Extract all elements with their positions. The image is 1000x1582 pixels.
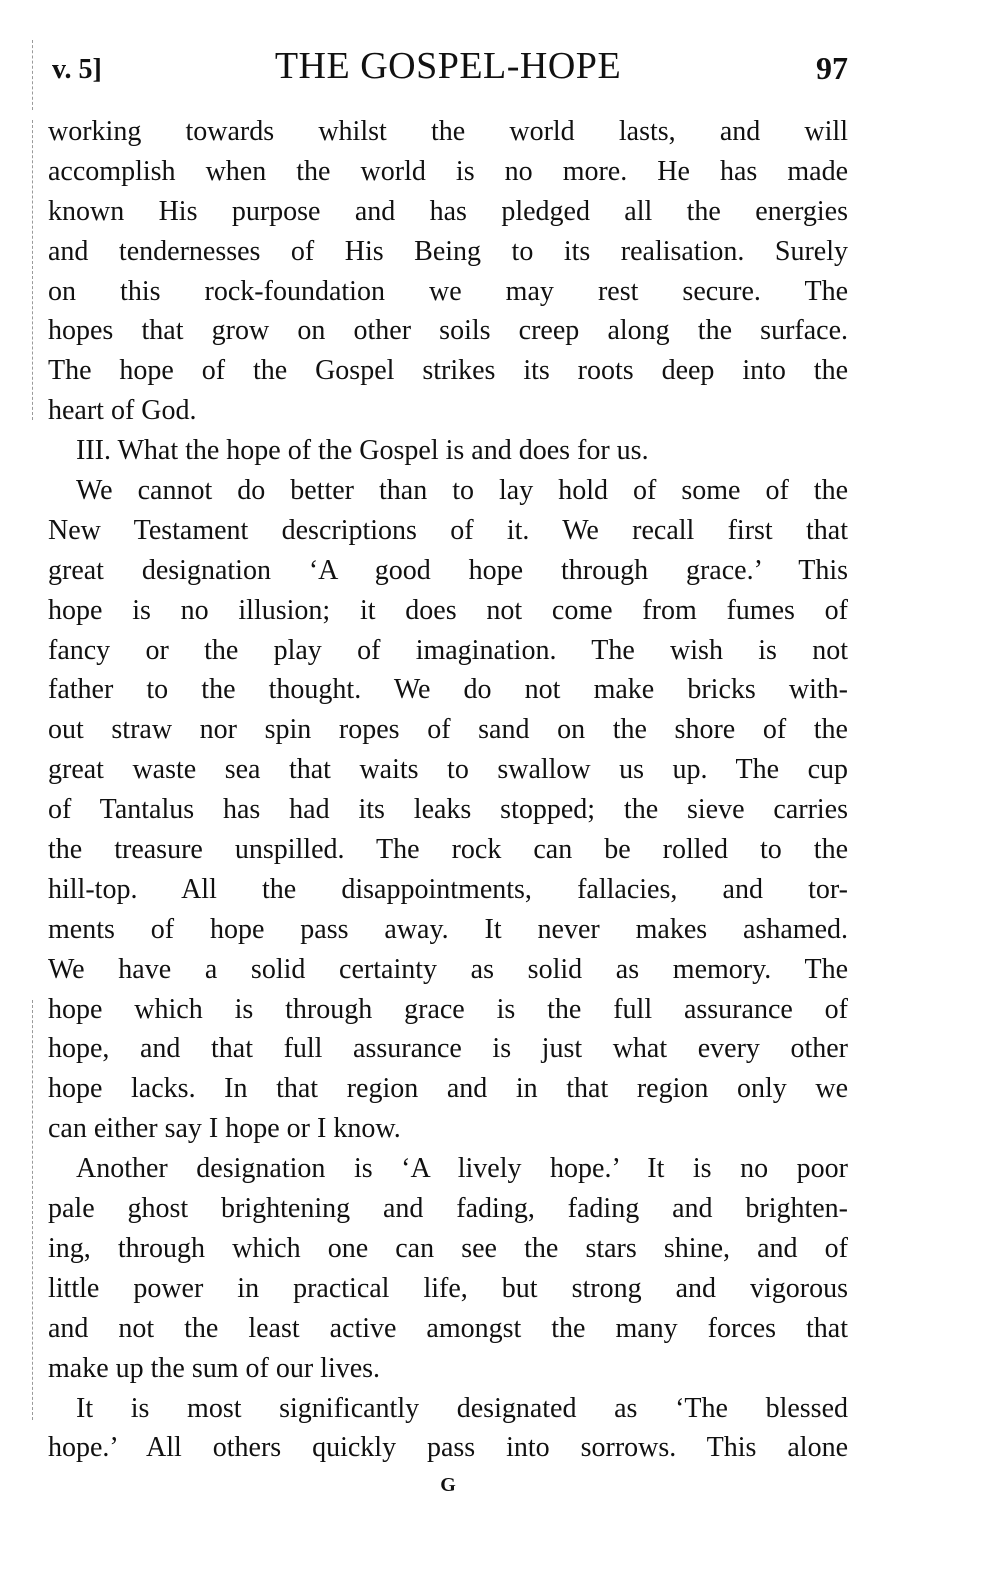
body-text — [48, 112, 848, 1468]
text-line: make up the sum of our lives. — [48, 1352, 381, 1384]
text-line: of Tantalus has had its leaks stopped; the sieve carries — [48, 794, 848, 826]
text-line: hopes that grow on other soils creep along the surface. — [48, 315, 848, 347]
running-header — [48, 42, 848, 98]
text-line: We have a solid certainty as solid as memory. The — [48, 953, 848, 985]
text-line: and not the least active amongst the many forces that — [48, 1312, 848, 1344]
text-line: pale ghost brightening and fading, fading and brighten- — [48, 1193, 848, 1225]
text-line: hope is no illusion; it does not come from fumes of — [48, 594, 848, 626]
text-line: father to the thought. We do not make bricks with- — [48, 674, 848, 706]
margin-rule — [32, 1000, 33, 1420]
margin-rule — [32, 120, 33, 420]
text-line: out straw nor spin ropes of sand on the shore of the — [48, 714, 848, 746]
text-line: heart of God. — [48, 395, 197, 427]
text-line: the treasure unspilled. The rock can be rolled to the — [48, 834, 848, 866]
text-line: ments of hope pass away. It never makes ashamed. — [48, 913, 848, 945]
text-line: hope.’ All others quickly pass into sorrows. This alone — [48, 1432, 848, 1464]
text-line: hope lacks. In that region and in that region only we — [48, 1073, 848, 1105]
text-line: fancy or the play of imagination. The wish is not — [48, 634, 848, 666]
text-line: hope, and that full assurance is just what every other — [48, 1033, 848, 1065]
text-line: great waste sea that waits to swallow us up. The cup — [48, 754, 848, 786]
signature-mark: G — [440, 1474, 456, 1496]
text-line: The hope of the Gospel strikes its roots deep into the — [48, 355, 848, 387]
text-line: We cannot do better than to lay hold of some of the — [76, 475, 848, 507]
text-line: and tendernesses of His Being to its realisation. Surely — [48, 235, 848, 267]
text-line: known His purpose and has pledged all the energies — [48, 195, 848, 227]
text-line: can either say I hope or I know. — [48, 1113, 401, 1145]
verse-reference: v. 5] — [52, 54, 102, 85]
text-line: III. What the hope of the Gospel is and does for us. — [76, 435, 649, 467]
text-line: great designation ‘A good hope through grace.’ This — [48, 554, 848, 586]
margin-rule — [32, 40, 33, 110]
text-line: New Testament descriptions of it. We recall first that — [48, 514, 848, 546]
text-line: It is most significantly designated as ‘The blessed — [76, 1392, 848, 1424]
text-line: working towards whilst the world lasts, and will — [48, 116, 848, 147]
text-line: accomplish when the world is no more. He has made — [48, 155, 848, 187]
text-line: little power in practical life, but strong and vigorous — [48, 1272, 848, 1304]
running-title: THE GOSPEL-HOPE — [274, 45, 622, 87]
text-line: Another designation is ‘A lively hope.’ It is no poor — [76, 1153, 848, 1185]
text-line: hope which is through grace is the full assurance of — [48, 993, 848, 1025]
text-line: hill-top. All the disappointments, fallacies, and tor- — [48, 873, 848, 905]
page-number: 97 — [816, 50, 848, 86]
text-line: ing, through which one can see the stars shine, and of — [48, 1232, 848, 1264]
text-line: on this rock-foundation we may rest secure. The — [48, 275, 848, 307]
